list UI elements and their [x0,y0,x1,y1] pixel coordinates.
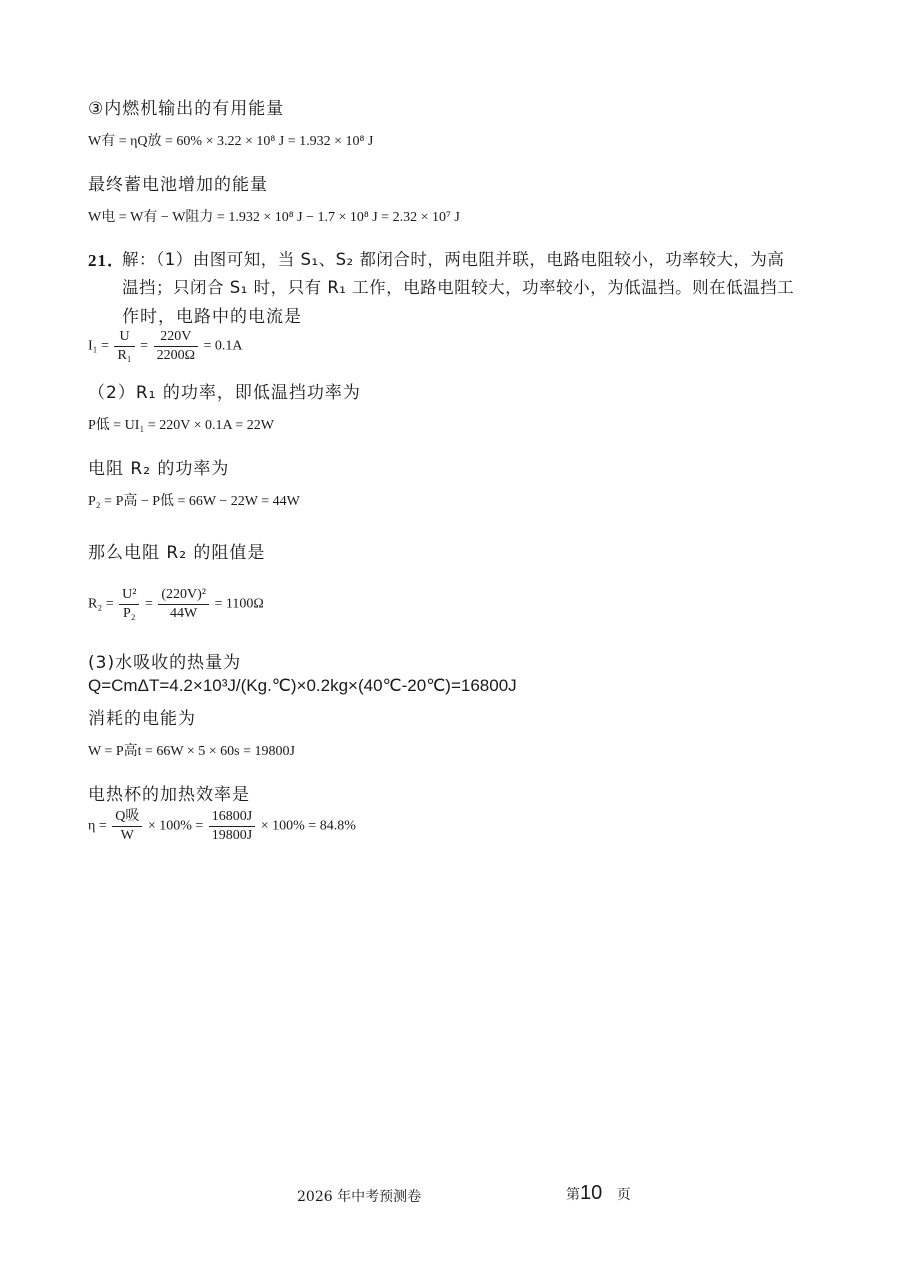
fraction-denominator: R₁ [117,348,132,363]
formula-r2-power: P₂ = P高 − P低 = 66W − 22W = 44W [88,494,300,509]
fraction-denominator: 44W [170,606,198,621]
footer-exam-title: 2026 年中考预测卷 [297,1189,422,1205]
formula-battery-energy: W电 = W有 − W阻力 = 1.932 × 10⁸ J − 1.7 × 10⁸ J = 2.32 × 10⁷ J [88,210,460,225]
formula-low-power: P低 = UI₁ = 220V × 0.1A = 22W [88,418,274,433]
formula-useful-energy: W有 = ηQ放 = 60% × 3.22 × 10⁸ J = 1.932 × 10⁸ J [88,134,374,149]
page-number-value: 10 [580,1182,603,1204]
footer-page-number [566,1182,631,1205]
text-r1-power-heading: （2）R₁ 的功率，即低温挡功率为 [88,383,361,403]
fraction-numerator: Q吸 [112,808,142,827]
fraction-u-over-r1 [114,328,134,365]
formula-current-lhs: I₁ = [88,338,109,354]
text-consumed-energy-heading: 消耗的电能为 [88,709,196,729]
text-efficiency-heading: 电热杯的加热效率是 [88,785,250,805]
formula-r2-result: = 1100Ω [214,596,264,612]
fraction-numerator: 220V [154,328,198,347]
fraction-16800-over-19800 [209,808,255,845]
fraction-220v-over-2200 [154,328,198,365]
formula-current-result: = 0.1A [203,338,243,354]
fraction-220v2-over-44w [158,586,209,623]
formula-r2-lhs: R₂ = [88,596,114,612]
formula-consumed-energy: W = P高t = 66W × 5 × 60s = 19800J [88,744,295,759]
q21-text-line3: 作时，电路中的电流是 [122,307,302,327]
fraction-denominator: 19800J [211,828,253,843]
formula-current [88,328,243,365]
text-r2-power-heading: 电阻 R₂ 的功率为 [88,459,230,479]
fraction-numerator: (220V)² [158,586,209,605]
question-number-21: 21． [88,251,125,270]
fraction-numerator: 16800J [209,808,255,827]
fraction-q-over-w [112,808,142,845]
text-heat-absorbed-heading: (3)水吸收的热量为 [88,653,242,673]
fraction-numerator: U [114,328,134,347]
formula-efficiency-lhs: η = [88,818,107,834]
formula-efficiency-result: × 100% = 84.8% [260,818,356,834]
fraction-denominator: W [120,828,134,843]
fraction-numerator: U² [119,586,139,605]
text-useful-energy-heading: ③内燃机输出的有用能量 [88,99,285,119]
page-prefix: 第 [566,1187,580,1203]
fraction-u2-over-p2 [119,586,139,623]
fraction-denominator: P₂ [122,606,136,621]
times-100-percent: × 100% = [147,818,204,834]
q21-text-line2: 温挡；只闭合 S₁ 时，只有 R₁ 工作，电路电阻较大，功率较小，为低温挡。则在低温挡工 [122,278,795,297]
equals-sign: = [140,338,149,354]
text-battery-energy-heading: 最终蓄电池增加的能量 [88,175,268,195]
equals-sign: = [144,596,153,612]
formula-efficiency [88,808,356,845]
text-r2-resistance-heading: 那么电阻 R₂ 的阻值是 [88,543,266,563]
formula-r2-resistance [88,586,264,623]
fraction-denominator: 2200Ω [156,348,195,363]
formula-heat-absorbed: Q=CmΔT=4.2×10³J/(Kg.℃)×0.2kg×(40℃-20℃)=16800J [88,676,517,695]
q21-text-line1: 解：（1）由图可知，当 S₁、S₂ 都闭合时，两电阻并联，电路电阻较小，功率较大，为高 [122,250,785,269]
page-suffix: 页 [616,1187,631,1203]
